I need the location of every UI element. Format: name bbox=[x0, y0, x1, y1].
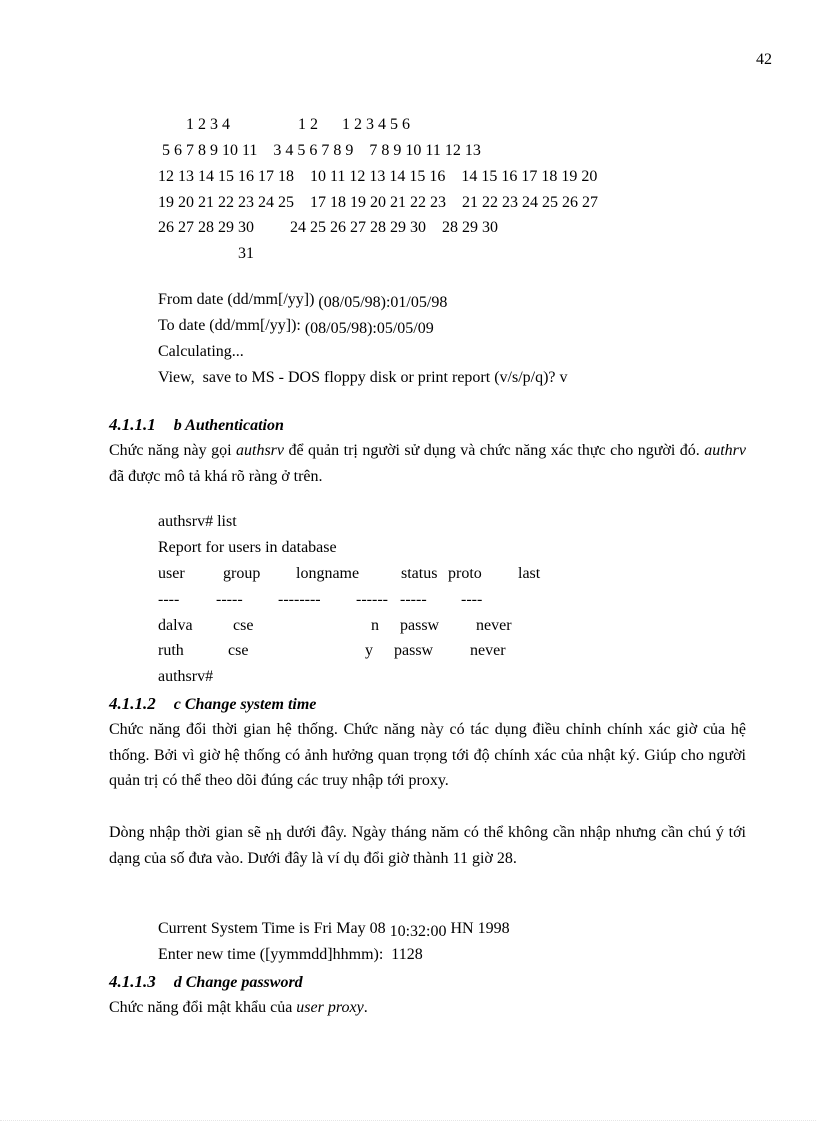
authsrv-report-title: Report for users in database bbox=[158, 539, 337, 556]
current-time-text: HN 1998 bbox=[446, 920, 510, 937]
paragraph-time-input bbox=[109, 820, 746, 871]
table-cell: never bbox=[476, 617, 512, 634]
from-date-line bbox=[158, 290, 447, 310]
calendar-line: 19 20 21 22 23 24 25 17 18 19 20 21 22 23 21 22 23 24 25 26 27 bbox=[158, 194, 598, 211]
section-number: 4.1.1.2 bbox=[109, 694, 156, 713]
paragraph-text: đã được mô tả khá rõ ràng ở trên. bbox=[109, 467, 323, 485]
section-title: d Change password bbox=[173, 974, 303, 991]
section-heading-authentication bbox=[109, 415, 284, 436]
column-header: status bbox=[401, 565, 438, 582]
from-date-default: (08/05/98): bbox=[318, 294, 391, 311]
section-number: 4.1.1.1 bbox=[109, 415, 156, 434]
calendar-line: 12 13 14 15 16 17 18 10 11 12 13 14 15 16 14 15 16 17 18 19 20 bbox=[158, 168, 598, 185]
table-cell: y bbox=[365, 642, 373, 659]
column-header: proto bbox=[448, 565, 482, 582]
column-rule: ----- bbox=[216, 591, 243, 608]
column-rule: ----- bbox=[400, 591, 427, 608]
section-heading-change-password bbox=[109, 972, 303, 993]
table-cell: cse bbox=[228, 642, 249, 659]
paragraph-text: . bbox=[363, 999, 368, 1016]
table-cell: ruth bbox=[158, 642, 184, 659]
column-rule: ---- bbox=[158, 591, 180, 608]
paragraph-emphasis: authsrv bbox=[236, 442, 284, 459]
calendar-line: 26 27 28 29 30 24 25 26 27 28 29 30 28 29 30 bbox=[158, 219, 498, 236]
from-date-label: From date (dd/mm[/yy]) bbox=[158, 291, 319, 308]
table-cell: cse bbox=[233, 617, 254, 634]
enter-time-line: Enter new time ([yymmdd]hhmm): 1128 bbox=[158, 946, 423, 963]
column-header: last bbox=[518, 565, 541, 582]
paragraph-subscript: nh bbox=[265, 827, 282, 844]
table-cell: passw bbox=[400, 617, 440, 634]
column-rule: -------- bbox=[278, 591, 321, 608]
current-time-line bbox=[158, 919, 510, 939]
paragraph-text: Chức năng này gọi bbox=[109, 442, 236, 459]
section-heading-change-system-time bbox=[109, 694, 316, 715]
calendar-line: 31 bbox=[158, 245, 254, 262]
paragraph-text: Dòng nhập thời gian sẽ bbox=[109, 824, 266, 841]
to-date-value: 05/05/09 bbox=[376, 320, 434, 337]
column-header: group bbox=[223, 565, 261, 582]
paragraph-change-system-time: Chức năng đổi thời gian hệ thống. Chức năng này có tác dụng điều chỉnh chính xác giờ của hệ thống. Bởi vì giờ hệ thống có ảnh hưởng quan trọng tới độ chính xác của nhật ký. Giúp cho người quản trị có thể theo dõi đúng các truy nhập tới proxy. bbox=[109, 721, 746, 790]
column-header: longname bbox=[296, 565, 360, 582]
to-date-label: To date (dd/mm[/yy]): bbox=[158, 317, 305, 334]
column-rule: ---- bbox=[461, 591, 483, 608]
section-title: c Change system time bbox=[173, 696, 317, 713]
paragraph-change-password bbox=[109, 995, 746, 1021]
from-date-value: 01/05/98 bbox=[390, 294, 448, 311]
table-cell: never bbox=[470, 642, 506, 659]
authsrv-prompt: authsrv# bbox=[158, 668, 214, 685]
paragraph-text: Chức năng đổi mật khẩu của bbox=[109, 999, 297, 1016]
paragraph-emphasis: user proxy bbox=[296, 999, 364, 1016]
calculating-line: Calculating... bbox=[158, 343, 244, 360]
current-time-value: 10:32:00 bbox=[389, 923, 447, 940]
section-title: b Authentication bbox=[173, 417, 284, 434]
table-cell: dalva bbox=[158, 617, 193, 634]
current-time-text: Current System Time is Fri May 08 bbox=[158, 920, 390, 937]
calendar-line: 5 6 7 8 9 10 11 3 4 5 6 7 8 9 7 8 9 10 11 12 13 bbox=[158, 142, 481, 159]
page-number: 42 bbox=[756, 51, 772, 68]
authsrv-command: authsrv# list bbox=[158, 513, 237, 530]
paragraph-text: để quản trị người sử dụng và chức năng xác thực cho người đó. bbox=[284, 442, 705, 459]
column-rule: ------ bbox=[356, 591, 388, 608]
page-bottom-rule bbox=[0, 1120, 816, 1121]
calendar-line: 1 2 3 4 1 2 1 2 3 4 5 6 bbox=[158, 116, 410, 133]
table-cell: n bbox=[371, 617, 379, 634]
paragraph-authentication bbox=[109, 438, 746, 489]
table-cell: passw bbox=[394, 642, 434, 659]
column-header: user bbox=[158, 565, 185, 582]
section-number: 4.1.1.3 bbox=[109, 972, 156, 991]
to-date-default: (08/05/98): bbox=[304, 320, 377, 337]
paragraph-text: dưới đây. Ngày tháng năm có thể không cần nhập nhưng cần chú ý tới dạng của số đưa vào. Dưới đây là ví dụ đổi giờ thành 11 giờ 28. bbox=[109, 824, 747, 867]
view-prompt-line: View, save to MS - DOS floppy disk or print report (v/s/p/q)? v bbox=[158, 369, 568, 386]
paragraph-emphasis: authrv bbox=[704, 442, 747, 459]
to-date-line bbox=[158, 316, 434, 336]
